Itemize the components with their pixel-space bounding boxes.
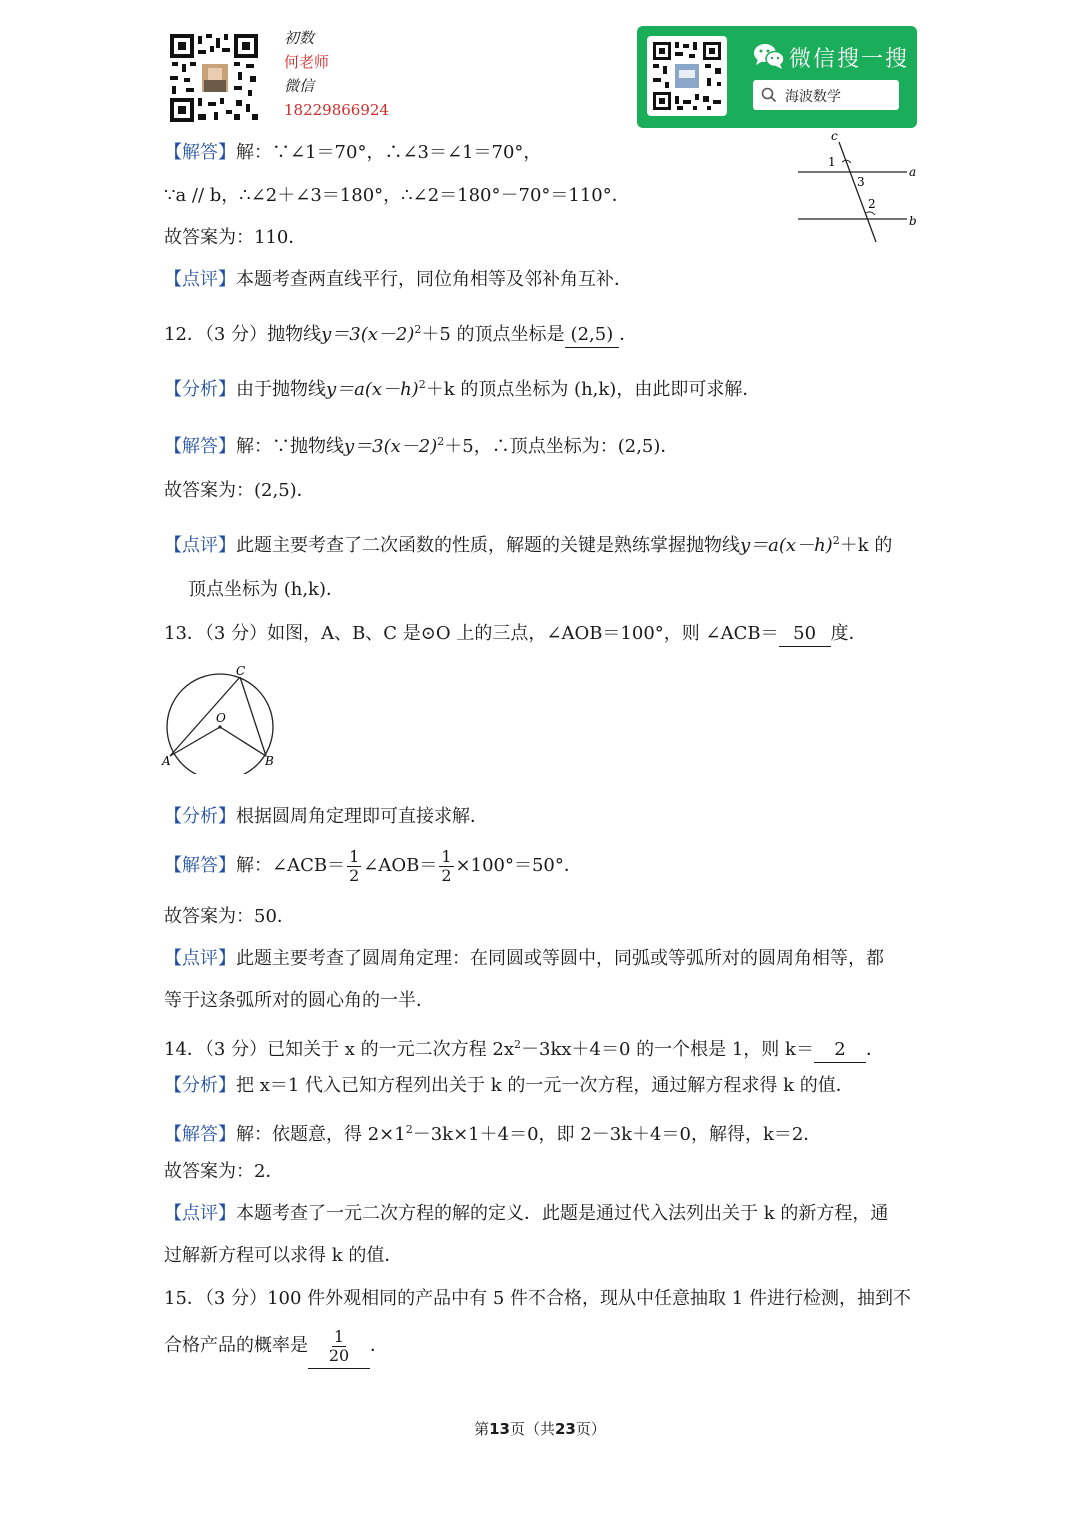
- footer-prefix: 第: [474, 1420, 490, 1438]
- tag-answer: 【解答】: [164, 855, 236, 876]
- tag-comment: 【点评】: [164, 1203, 236, 1224]
- tag-analysis: 【分析】: [164, 1075, 236, 1096]
- page-number: 13: [489, 1420, 510, 1438]
- stem-prefix: 13．（3 分）如图，A、B、C 是⊙O 上的三点，∠AOB＝100°，则 ∠ACB＝: [164, 623, 779, 644]
- analysis-text: ＋k 的顶点坐标为 (h,k)，由此即可求解．: [425, 379, 761, 400]
- q12-answer: [164, 430, 678, 459]
- stem-prefix: 14．（3 分）已知关于 x 的一元二次方程 2x: [164, 1039, 514, 1060]
- q13-comment: [164, 947, 884, 971]
- wechat-logo-icon: [753, 42, 785, 74]
- label-b: b: [909, 214, 917, 228]
- exponent: 2: [405, 1123, 413, 1136]
- label-chushu: 初数: [284, 29, 315, 47]
- label-c: c: [831, 129, 838, 143]
- q14-stem: [164, 1033, 884, 1063]
- answer-prefix: 解：∵抛物线: [236, 436, 344, 457]
- q12-comment-line2: 顶点坐标为 (h,k)．: [188, 579, 344, 600]
- q15-stem-line2: [164, 1324, 388, 1369]
- comment-text: 本题考查两直线平行，同位角相等及邻补角互补．: [236, 269, 632, 290]
- q14-comment: [164, 1202, 888, 1226]
- q13-analysis: [164, 805, 488, 829]
- label-C: C: [236, 664, 246, 678]
- footer-suffix: 页）: [575, 1420, 606, 1438]
- tag-analysis: 【分析】: [164, 806, 236, 827]
- stem-equation: y＝3(x－2): [321, 324, 415, 345]
- tag-answer: 【解答】: [164, 436, 236, 457]
- comment-text: ＋k 的: [839, 535, 893, 556]
- wechat-search-title: 微信搜一搜: [789, 47, 910, 72]
- q14-analysis: [164, 1074, 854, 1098]
- exponent: 2: [514, 1038, 521, 1051]
- label-wechat: 微信: [284, 77, 315, 95]
- wechat-qr-code: [647, 36, 727, 116]
- tag-comment: 【点评】: [164, 948, 236, 969]
- tag-analysis: 【分析】: [164, 379, 236, 400]
- teacher-name: 何老师: [284, 53, 330, 71]
- fraction-answer: $\frac{1}{20}$: [328, 1326, 350, 1365]
- stem-prefix: 合格产品的概率是: [164, 1335, 308, 1356]
- analysis-text: 把 x＝1 代入已知方程列出关于 k 的一元一次方程，通过解方程求得 k 的值．: [236, 1075, 854, 1096]
- analysis-prefix: 由于抛物线: [236, 379, 326, 400]
- stem-end: 度．: [830, 623, 867, 644]
- q12-comment: [164, 529, 892, 558]
- answer-prefix: 解：∠ACB＝: [236, 855, 346, 876]
- label-A: A: [162, 754, 171, 768]
- q12-stem: [164, 318, 637, 348]
- search-query: 海波数学: [785, 89, 841, 105]
- total-pages: 23: [555, 1420, 576, 1438]
- answer-blank: 2: [814, 1038, 866, 1063]
- page-footer: [0, 1418, 1080, 1439]
- wechat-search-box[interactable]: [753, 80, 899, 110]
- exponent: 2: [832, 534, 840, 547]
- label-B: B: [265, 754, 274, 768]
- stem-middle: ＋5 的顶点坐标是: [421, 324, 565, 345]
- analysis-equation: y＝a(x－h): [326, 379, 419, 400]
- tag-comment: 【点评】: [164, 269, 236, 290]
- answer-text: －3k×1＋4＝0，即 2－3k＋4＝0，解得，k＝2．: [412, 1124, 822, 1145]
- q12-analysis: [164, 373, 760, 402]
- answer-prefix: 解：依题意，得 2×1: [236, 1124, 406, 1145]
- q14-answer: [164, 1118, 821, 1147]
- phone-number: 18229866924: [284, 101, 389, 119]
- comment-text: 此题主要考查了圆周角定理：在同圆或等圆中，同弧或等弧所对的圆周角相等，都: [236, 948, 884, 969]
- exponent: 2: [418, 378, 426, 391]
- answer-text: ∵∠1＝70°，∴∠3＝∠1＝70°，: [272, 142, 542, 163]
- q13-answer: [164, 844, 582, 888]
- q15-stem-line1: 15．（3 分）100 件外观相同的产品中有 5 件不合格，现从中任意抽取 1 件进行检测，抽到不: [164, 1288, 911, 1309]
- answer-blank: (2,5): [565, 323, 620, 348]
- stem-middle: －3kx＋4＝0 的一个根是 1，则 k＝: [521, 1039, 814, 1060]
- answer-equation: y＝3(x－2): [344, 436, 438, 457]
- q11-comment: [164, 268, 632, 292]
- q11-answer-line1: [164, 141, 541, 165]
- q13-stem: [164, 622, 867, 647]
- exponent: 2: [437, 435, 445, 448]
- stem-end: ．: [865, 1039, 884, 1060]
- comment-text: 本题考查了一元二次方程的解的定义．此题是通过代入法列出关于 k 的新方程，通: [236, 1203, 889, 1224]
- q11-final: 故答案为：110．: [164, 227, 307, 248]
- teacher-qr-code: [168, 32, 260, 124]
- label-O: O: [216, 711, 226, 725]
- comment-prefix: 此题主要考查了二次函数的性质，解题的关键是熟练掌握抛物线: [236, 535, 740, 556]
- q13-final: 故答案为：50．: [164, 906, 295, 927]
- parallel-lines-figure: [795, 128, 925, 248]
- comment-equation: y＝a(x－h): [740, 535, 833, 556]
- exponent: 2: [414, 323, 422, 336]
- search-icon: [761, 87, 777, 103]
- answer-blank: [308, 1324, 370, 1369]
- footer-middle: 页（共: [509, 1420, 555, 1438]
- answer-prefix: 解：: [236, 142, 272, 163]
- label-1: 1: [828, 155, 836, 169]
- tag-comment: 【点评】: [164, 535, 236, 556]
- answer-text: ＋5，∴顶点坐标为：(2,5)．: [444, 436, 679, 457]
- circle-figure: [160, 664, 285, 774]
- label-a: a: [909, 165, 917, 179]
- q13-comment-line2: 等于这条弧所对的圆心角的一半．: [164, 990, 434, 1011]
- analysis-text: 根据圆周角定理即可直接求解．: [236, 806, 488, 827]
- label-2: 2: [868, 197, 876, 211]
- tag-answer: 【解答】: [164, 1124, 236, 1145]
- stem-end: ．: [370, 1335, 388, 1356]
- fraction-half: $\frac{1}{2}$: [349, 846, 360, 885]
- tag-answer: 【解答】: [164, 142, 236, 163]
- answer-middle: ∠AOB＝: [363, 855, 438, 876]
- q12-final: 故答案为：(2,5)．: [164, 480, 315, 501]
- stem-end: ．: [619, 324, 638, 345]
- answer-text: ×100°＝50°．: [455, 855, 582, 876]
- q14-comment-line2: 过解新方程可以求得 k 的值．: [164, 1245, 403, 1266]
- q11-answer-line2: ∵a // b，∴∠2＋∠3＝180°，∴∠2＝180°－70°＝110°．: [164, 185, 630, 206]
- fraction-half: $\frac{1}{2}$: [441, 846, 452, 885]
- answer-blank: 50: [779, 622, 831, 647]
- stem-prefix: 12．（3 分）抛物线: [164, 324, 322, 345]
- label-3: 3: [857, 175, 865, 189]
- wechat-search-banner[interactable]: [637, 26, 917, 128]
- q14-final: 故答案为：2．: [164, 1161, 284, 1182]
